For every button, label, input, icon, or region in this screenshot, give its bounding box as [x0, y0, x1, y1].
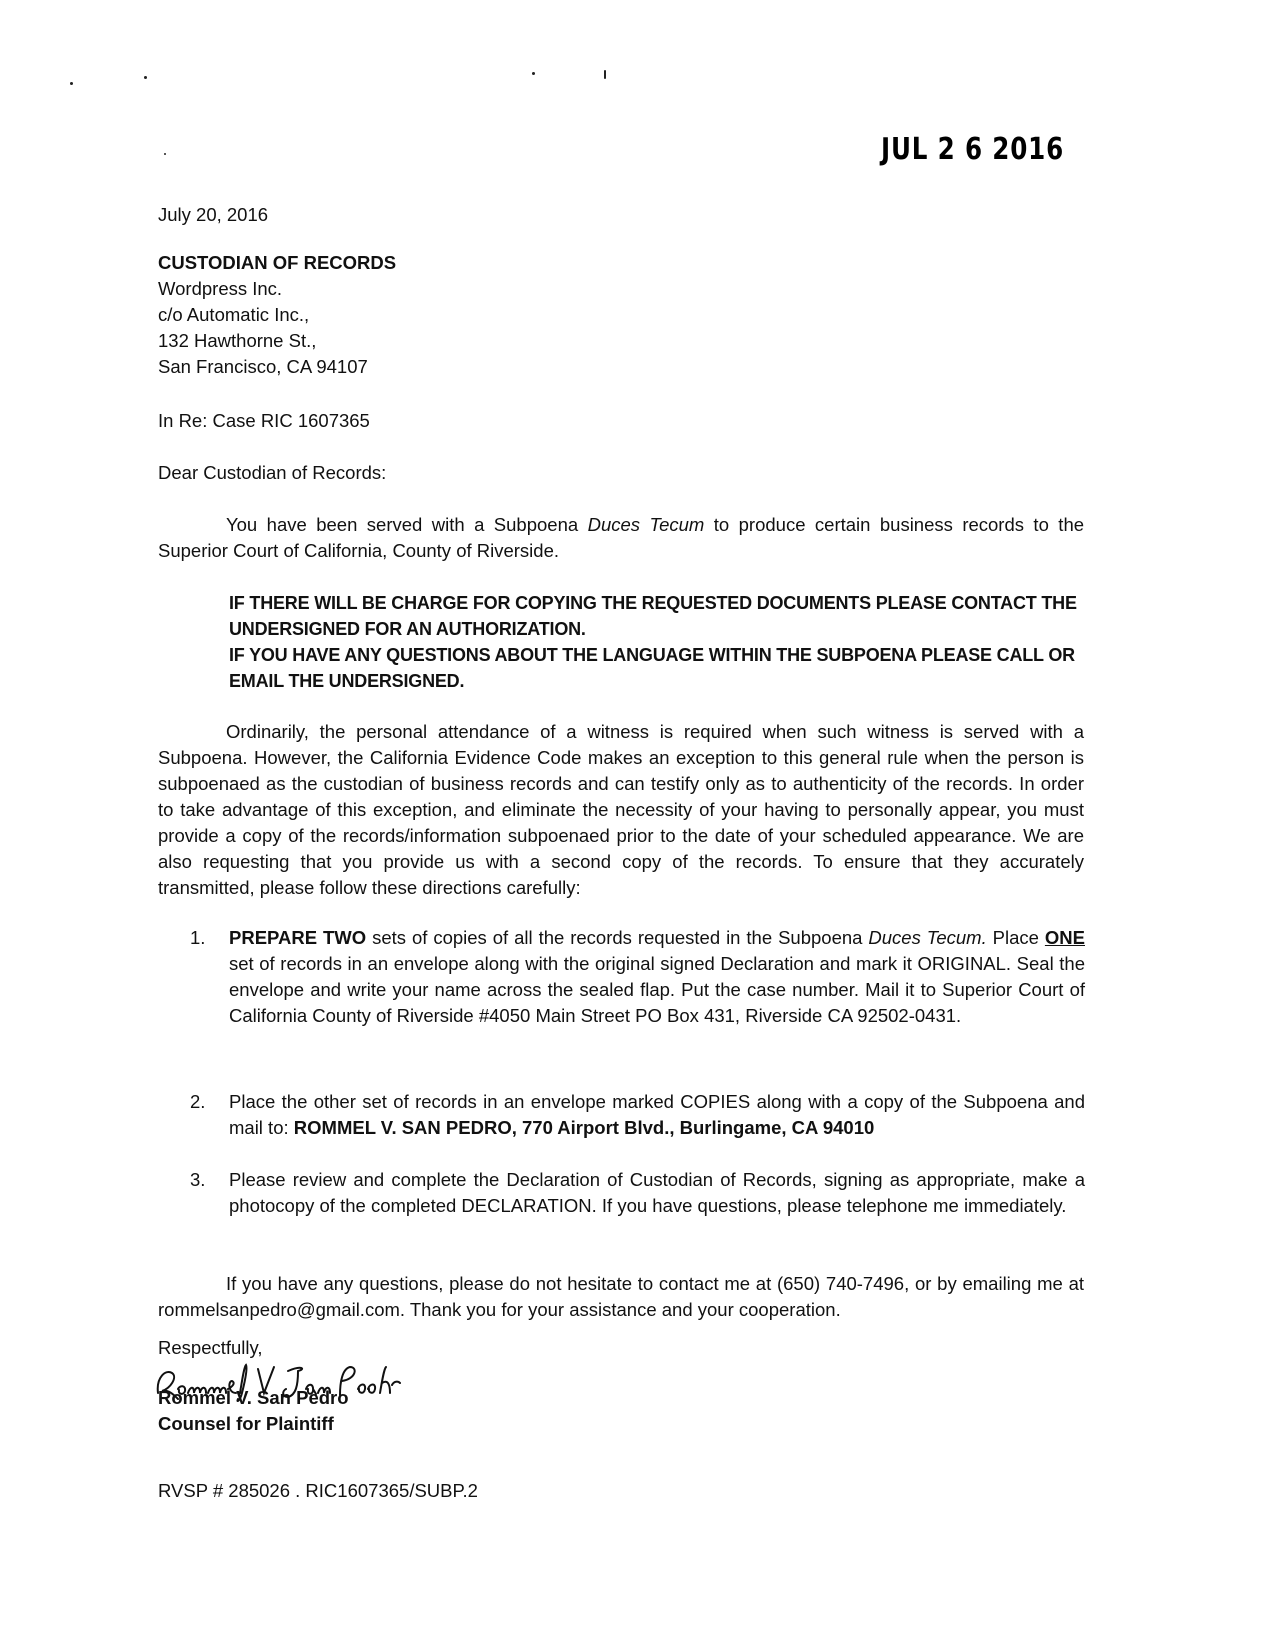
- direction-item: [190, 925, 1085, 1029]
- intro-text: You have been served with a Subpoena: [226, 514, 588, 535]
- contact-paragraph: If you have any questions, please do not hesitate to contact me at (650) 740-7496, or by emailing me at rommelsanpedro@gmail.com. Thank you for your assistance and your cooperation.: [158, 1273, 1084, 1320]
- direction-italic: Duces Tecum.: [868, 927, 987, 948]
- direction-item: [190, 1167, 1085, 1219]
- direction-number: 2.: [190, 1091, 206, 1112]
- direction-text: [229, 1167, 1085, 1219]
- address-line: Wordpress Inc.: [158, 278, 283, 299]
- direction-text-part: sets of copies of all the records requested in the Subpoena: [366, 927, 869, 948]
- address-line: San Francisco, CA 94107: [158, 356, 368, 377]
- closing: Respectfully,: [158, 1337, 263, 1358]
- file-reference: RVSP # 285026 . RIC1607365/SUBP.2: [158, 1480, 478, 1501]
- letter-date: July 20, 2016: [158, 204, 269, 225]
- salutation: Dear Custodian of Records:: [158, 462, 387, 483]
- direction-text-part: Place the other set of records in an envelope marked COPIES along with a copy of the Subpoena and mail to:: [229, 1091, 1085, 1138]
- direction-bold: ROMMEL V. SAN PEDRO, 770 Airport Blvd., Burlingame, CA 94010: [293, 1117, 875, 1138]
- address-line: c/o Automatic Inc.,: [158, 304, 310, 325]
- address-line: 132 Hawthorne St.,: [158, 330, 317, 351]
- signer-name: Rommel V. San Pedro: [158, 1387, 349, 1408]
- intro-paragraph: [158, 512, 1084, 564]
- body-paragraph: Ordinarily, the personal attendance of a witness is required when such witness is served with a Subpoena. However, the California Evidence Code makes an exception to this general rule when the person is subpoenaed as the custodian of business records and can testify only as to authenticity of the records. In order to take advantage of this exception, and eliminate the necessity of your having to personally appear, you must provide a copy of the records/information subpoenaed prior to the date of your scheduled appearance. We are also requesting that you provide us with a second copy of the records. To ensure that they accurately transmitted, please follow these directions carefully:: [158, 721, 1084, 898]
- direction-text-part: Place: [986, 927, 1045, 948]
- direction-number: 1.: [190, 927, 206, 948]
- recipient-title: CUSTODIAN OF RECORDS: [158, 252, 397, 273]
- intro-text-end: to produce certain business records to the Superior Court of California, County of Riverside.: [158, 514, 1085, 561]
- direction-item: [190, 1089, 1085, 1141]
- received-date-stamp: JUL 2 6 2016: [881, 132, 1065, 167]
- charge-notice: IF THERE WILL BE CHARGE FOR COPYING THE REQUESTED DOCUMENTS PLEASE CONTACT THE UNDERSIGNED FOR AN AUTHORIZATION.: [229, 593, 1077, 639]
- direction-text: [229, 1089, 1085, 1141]
- case-reference: In Re: Case RIC 1607365: [158, 410, 370, 431]
- signer-title: Counsel for Plaintiff: [158, 1413, 334, 1434]
- direction-text: [229, 925, 1085, 1029]
- intro-italic: Duces Tecum: [587, 514, 705, 535]
- direction-underline: ONE: [1044, 927, 1085, 948]
- direction-text-part: Please review and complete the Declaration of Custodian of Records, signing as appropriate, make a photocopy of the completed DECLARATION. If you have questions, please telephone me immediately.: [229, 1169, 1085, 1216]
- direction-number: 3.: [190, 1169, 206, 1190]
- direction-text-part: set of records in an envelope along with the original signed Declaration and mark it ORIGINAL. Seal the envelope and write your name across the sealed flap. Put the case number. Mail it to Superior Court of California County of Riverside #4050 Main Street PO Box 431, Riverside CA 92502-0431.: [229, 953, 1085, 1026]
- recipient-address: [158, 250, 396, 380]
- questions-notice: IF YOU HAVE ANY QUESTIONS ABOUT THE LANGUAGE WITHIN THE SUBPOENA PLEASE CALL OR EMAIL THE UNDERSIGNED.: [229, 645, 1075, 691]
- direction-bold: PREPARE TWO: [229, 927, 367, 948]
